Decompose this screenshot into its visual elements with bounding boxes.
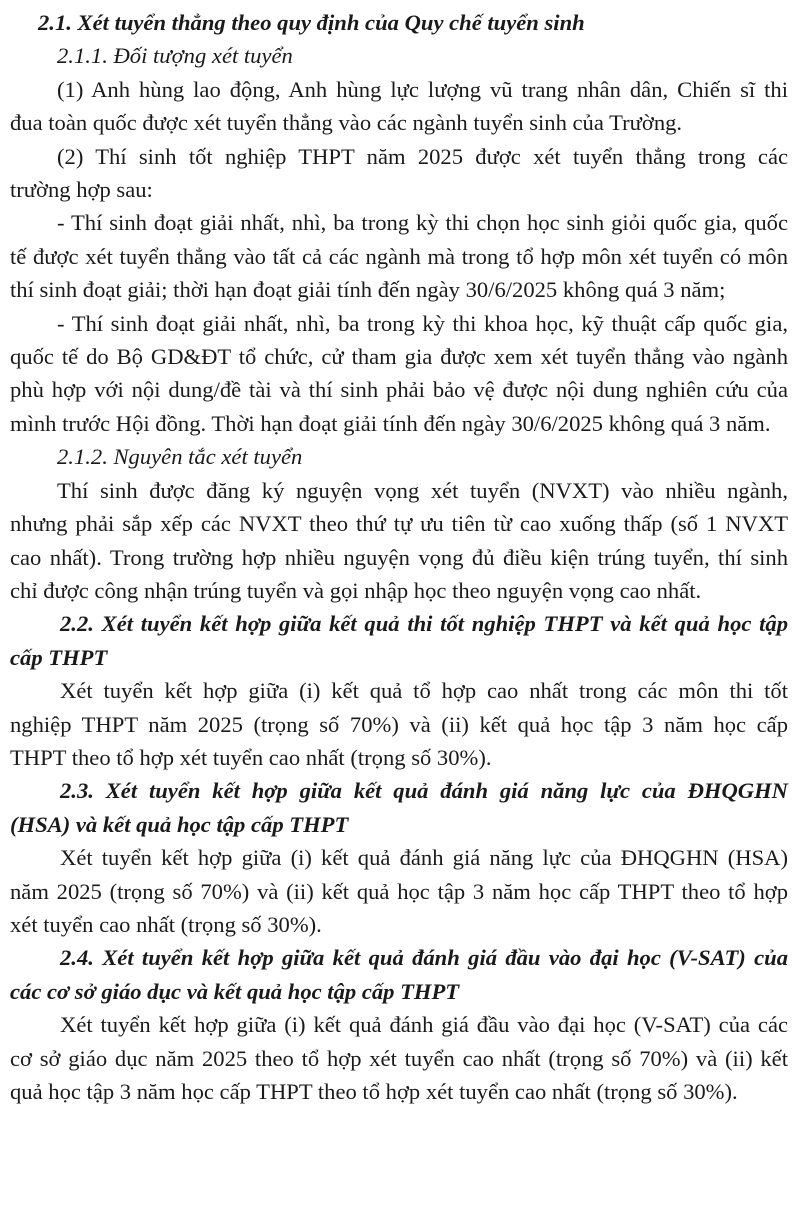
bullet-line: mình trước Hội đồng. Thời hạn đoạt giải tính đến ngày 30/6/2025 không quá 3 năm. (10, 410, 771, 436)
section-heading-2-4-cont: các cơ sở giáo dục và kết quả học tập cấp THPT (10, 978, 460, 1004)
paragraph-line: Xét tuyển kết hợp giữa (i) kết quả đánh giá đầu vào đại học (V-SAT) của các (60, 1012, 788, 1038)
subsection-heading-2-1-1: 2.1.1. Đối tượng xét tuyển (57, 43, 293, 69)
paragraph-line: trường hợp sau: (10, 177, 153, 203)
bullet-line: phù hợp với nội dung/đề tài và thí sinh phải bảo vệ được nội dung nghiên cứu của (10, 377, 788, 403)
paragraph-line: (2) Thí sinh tốt nghiệp THPT năm 2025 được xét tuyển thẳng trong các (57, 143, 788, 169)
bullet-line: quốc tế do Bộ GD&ĐT tổ chức, cử tham gia được xem xét tuyển thẳng vào ngành (10, 344, 788, 370)
paragraph-line: (1) Anh hùng lao động, Anh hùng lực lượng vũ trang nhân dân, Chiến sĩ thi (57, 76, 788, 102)
section-heading-2-4: 2.4. Xét tuyển kết hợp giữa kết quả đánh giá đầu vào đại học (V-SAT) của (60, 945, 788, 971)
paragraph-line: Xét tuyển kết hợp giữa (i) kết quả tổ hợp cao nhất trong các môn thi tốt (60, 678, 788, 704)
section-heading-2-3: 2.3. Xét tuyển kết hợp giữa kết quả đánh giá năng lực của ĐHQGHN (60, 778, 788, 804)
section-heading-2-3-cont: (HSA) và kết quả học tập cấp THPT (10, 811, 349, 837)
section-heading-2-1: 2.1. Xét tuyển thẳng theo quy định của Quy chế tuyển sinh (38, 10, 585, 35)
bullet-line: - Thí sinh đoạt giải nhất, nhì, ba trong kỳ thi khoa học, kỹ thuật cấp quốc gia, (57, 310, 788, 336)
paragraph-line: cao nhất). Trong trường hợp nhiều nguyện vọng đủ điều kiện trúng tuyển, thí sinh (10, 544, 788, 570)
paragraph-line: Xét tuyển kết hợp giữa (i) kết quả đánh giá năng lực của ĐHQGHN (HSA) (60, 845, 788, 871)
paragraph-line: cơ sở giáo dục năm 2025 theo tổ hợp xét tuyển cao nhất (trọng số 70%) và (ii) kết (10, 1045, 788, 1071)
paragraph-line: quả học tập 3 năm học cấp THPT theo tổ hợp xét tuyển cao nhất (trọng số 30%). (10, 1079, 738, 1104)
section-heading-2-2: 2.2. Xét tuyển kết hợp giữa kết quả thi tốt nghiệp THPT và kết quả học tập (60, 611, 788, 637)
section-heading-2-2-cont: cấp THPT (10, 644, 108, 670)
paragraph-line: Thí sinh được đăng ký nguyện vọng xét tuyển (NVXT) vào nhiều ngành, (57, 477, 788, 503)
paragraph-line: THPT theo tổ hợp xét tuyển cao nhất (trọng số 30%). (10, 744, 492, 770)
bullet-line: thí sinh đoạt giải; thời hạn đoạt giải tính đến ngày 30/6/2025 không quá 3 năm; (10, 277, 726, 303)
paragraph-line: xét tuyển cao nhất (trọng số 30%). (10, 911, 322, 937)
paragraph-line: đua toàn quốc được xét tuyển thẳng vào các ngành tuyển sinh của Trường. (10, 110, 683, 136)
paragraph-line: năm 2025 (trọng số 70%) và (ii) kết quả học tập 3 năm học cấp THPT theo tổ hợp (10, 878, 788, 904)
paragraph-line: nghiệp THPT năm 2025 (trọng số 70%) và (ii) kết quả học tập 3 năm học cấp (10, 711, 788, 737)
subsection-heading-2-1-2: 2.1.2. Nguyên tắc xét tuyển (57, 444, 303, 470)
bullet-line: tế được xét tuyển thẳng vào tất cả các ngành mà trong tổ hợp môn xét tuyển có môn (10, 243, 788, 269)
bullet-line: - Thí sinh đoạt giải nhất, nhì, ba trong kỳ thi chọn học sinh giỏi quốc gia, quốc (57, 210, 788, 236)
paragraph-line: chỉ được công nhận trúng tuyển và gọi nhập học theo nguyện vọng cao nhất. (10, 577, 702, 603)
paragraph-line: nhưng phải sắp xếp các NVXT theo thứ tự ưu tiên từ cao xuống thấp (số 1 NVXT (10, 511, 788, 537)
